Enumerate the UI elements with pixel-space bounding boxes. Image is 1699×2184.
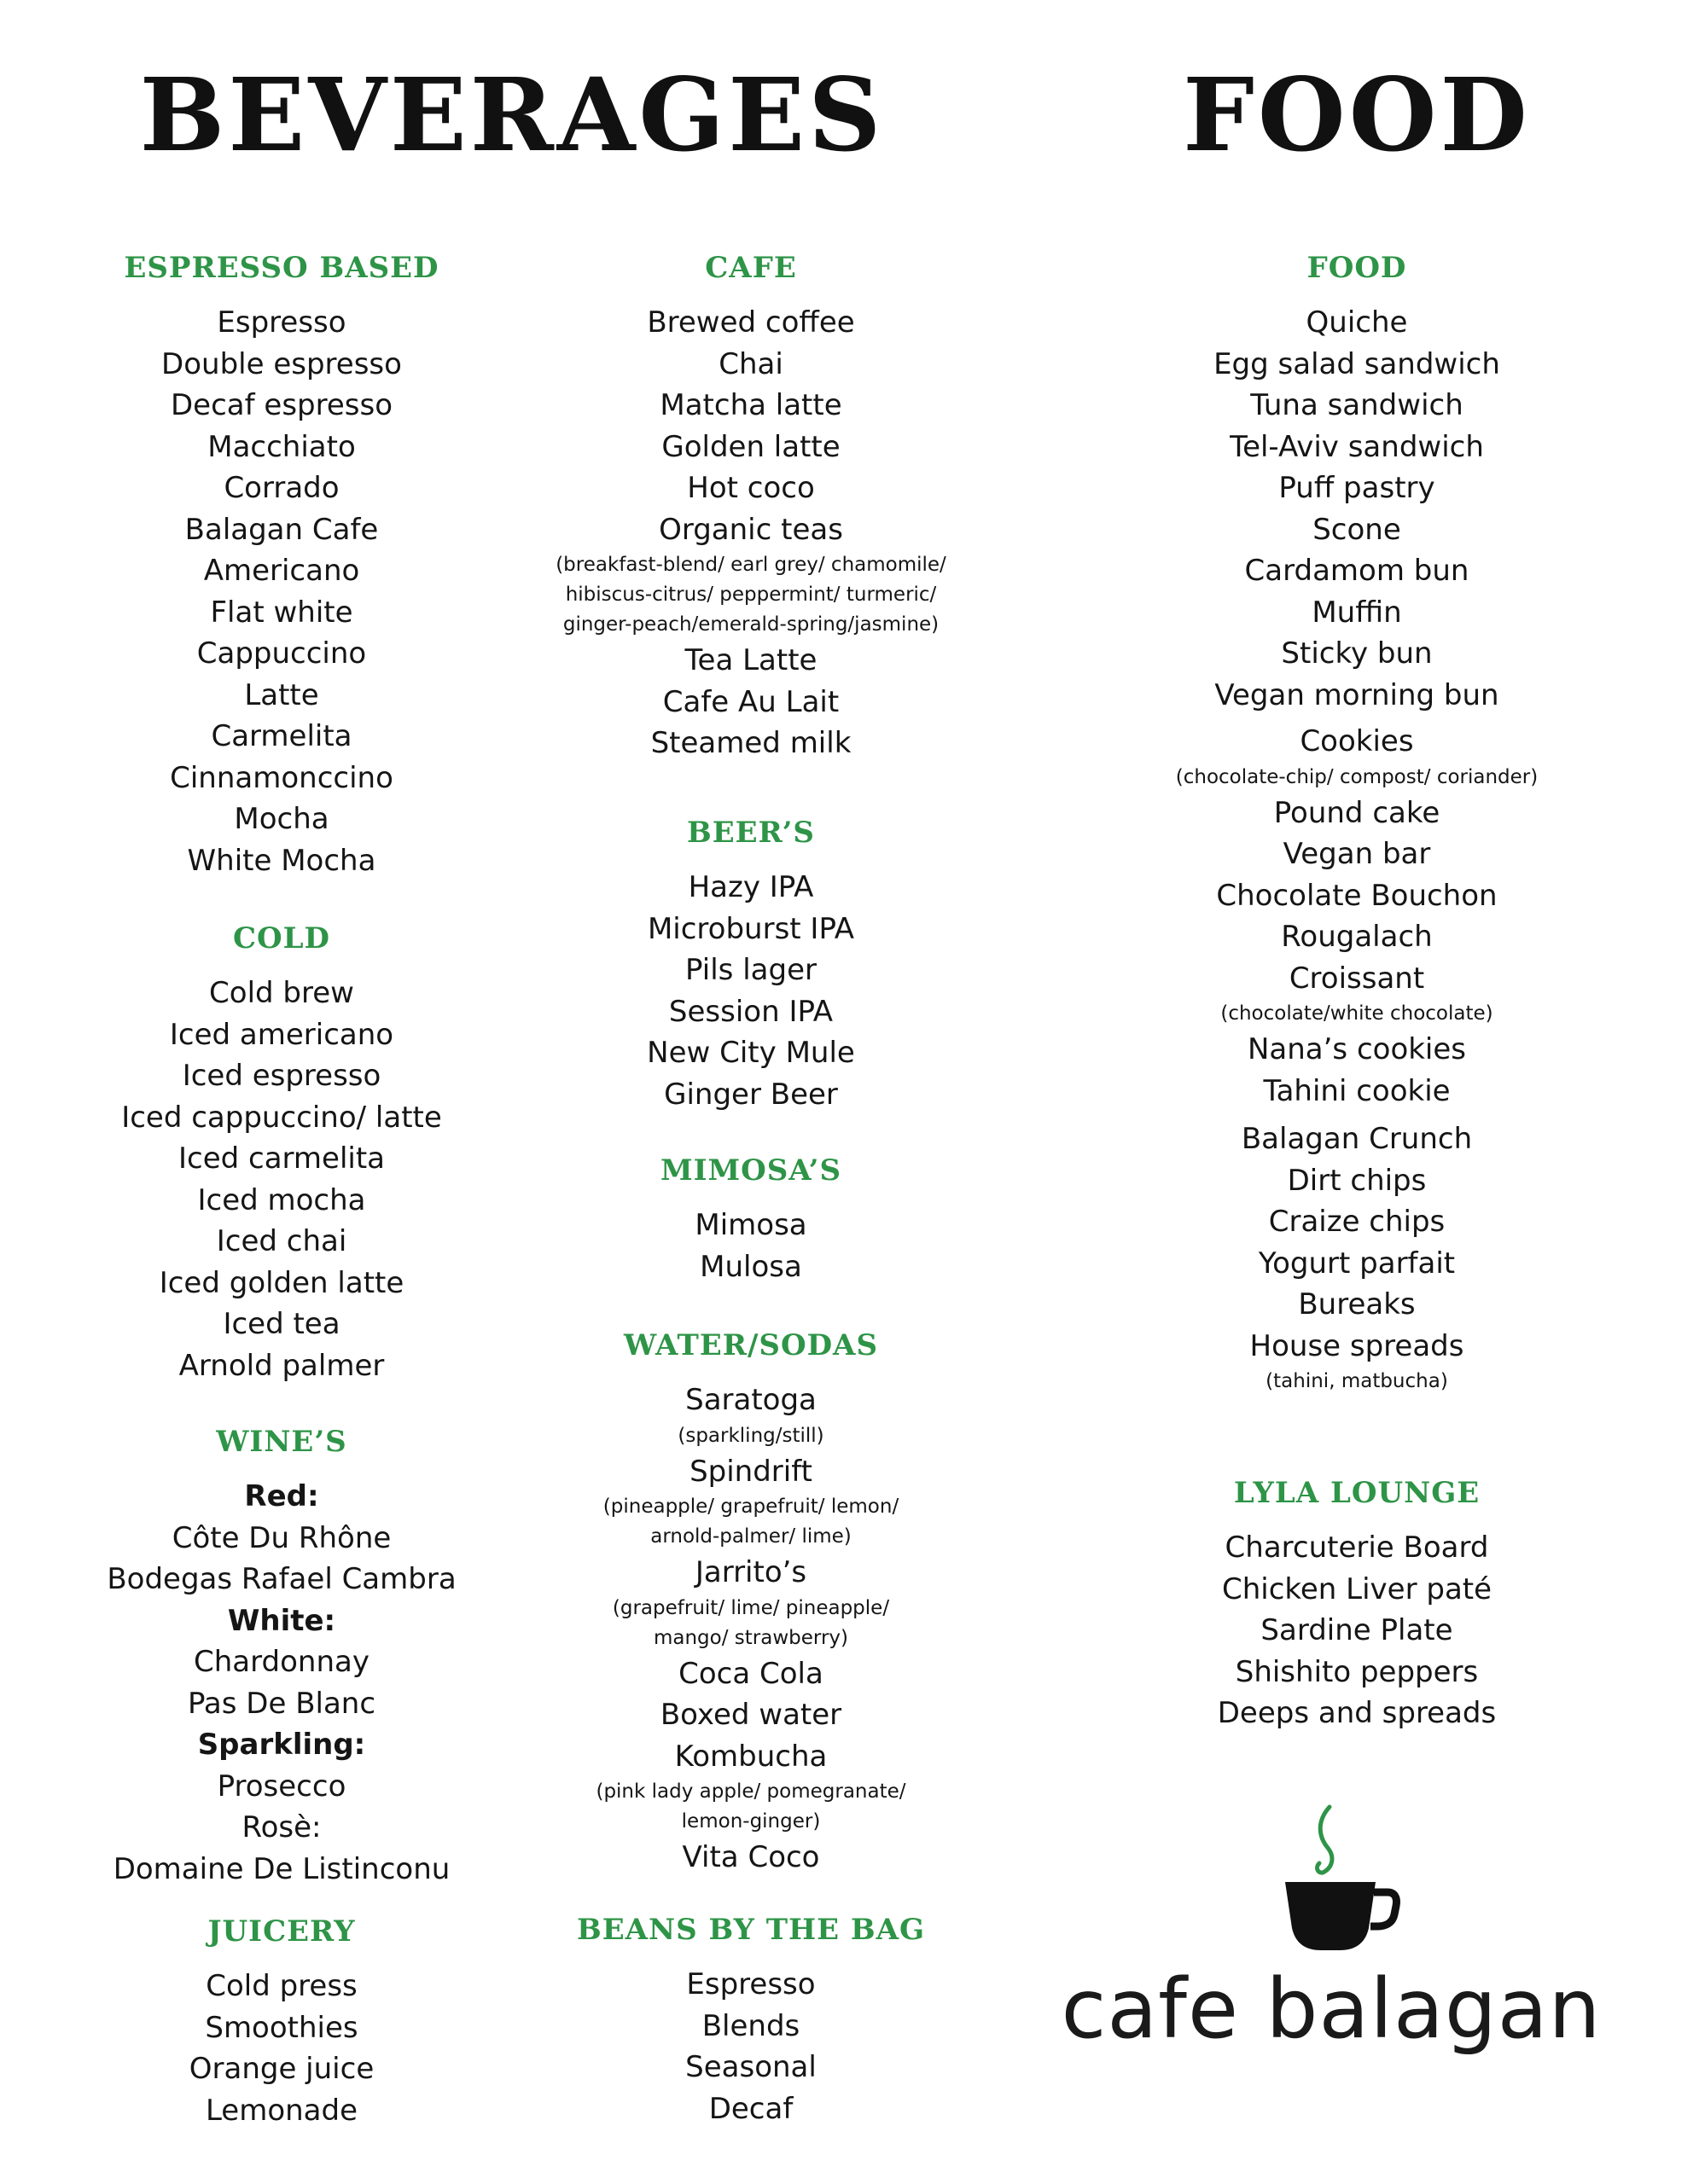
menu-item: Corrado	[224, 471, 340, 505]
menu-item: Double espresso	[161, 346, 402, 381]
section-heading: JUICERY	[207, 1914, 356, 1949]
menu-item: Flat white	[210, 595, 353, 630]
section-heading: MIMOSA’S	[660, 1153, 842, 1188]
menu-item: Hazy IPA	[688, 870, 814, 904]
menu-item: Quiche	[1306, 305, 1408, 340]
menu-item: Cappuccino	[196, 636, 367, 671]
menu-item: Iced espresso	[182, 1059, 381, 1093]
food-title: FOOD	[1183, 55, 1531, 174]
menu-item: Vegan bar	[1283, 837, 1431, 871]
menu-item: Yogurt parfait	[1258, 1246, 1456, 1281]
menu-item: Iced golden latte	[159, 1265, 404, 1300]
menu-item: Rougalach	[1281, 920, 1433, 954]
menu-item: Pound cake	[1273, 795, 1440, 830]
menu-item: Cinnamonccino	[170, 760, 393, 795]
menu-item: Boxed water	[660, 1698, 842, 1732]
menu-item: Scone	[1312, 512, 1401, 547]
menu-item: Bureaks	[1298, 1287, 1416, 1321]
item-note: (tahini, matbucha)	[1266, 1370, 1448, 1392]
section-heading: COLD	[232, 921, 331, 956]
menu-item: Mimosa	[695, 1208, 807, 1242]
menu-item: Prosecco	[217, 1769, 346, 1804]
coffee-cup-icon	[1050, 1800, 1613, 1962]
item-note: ginger-peach/emerald-spring/jasmine)	[562, 613, 940, 636]
menu-item: Vita Coco	[682, 1840, 820, 1874]
item-note: (breakfast-blend/ earl grey/ chamomile/	[556, 554, 946, 576]
section-food	[1143, 249, 1570, 1397]
menu-item: Charcuterie Board	[1225, 1531, 1489, 1565]
menu-item: Tea Latte	[684, 643, 817, 677]
menu-item: Macchiato	[207, 429, 356, 464]
menu-item: Espresso	[686, 1967, 816, 2001]
section-mimosa	[538, 1152, 964, 1287]
menu-item: Dirt chips	[1287, 1163, 1427, 1198]
menu-item: Chocolate Bouchon	[1216, 878, 1498, 913]
item-note: (sparkling/still)	[678, 1424, 824, 1447]
section-heading: CAFE	[705, 251, 797, 285]
menu-item: Iced tea	[223, 1307, 340, 1341]
menu-item: Iced chai	[216, 1224, 347, 1258]
menu-item: Egg salad sandwich	[1213, 346, 1500, 381]
menu-item: Carmelita	[211, 719, 352, 753]
menu-item: Vegan morning bun	[1214, 677, 1499, 712]
section-heading: WINE’S	[216, 1425, 347, 1459]
menu-item: Tuna sandwich	[1250, 388, 1463, 422]
menu-item: Iced carmelita	[177, 1141, 386, 1176]
menu-item: Lemonade	[205, 2093, 358, 2128]
item-note: mango/ strawberry)	[653, 1626, 848, 1649]
section-cold	[102, 920, 461, 1386]
menu-item: Sardine Plate	[1260, 1613, 1453, 1647]
menu-item: Pas De Blanc	[187, 1686, 376, 1721]
menu-item: Cardamom bun	[1244, 554, 1469, 588]
menu-item: Cold brew	[209, 976, 354, 1010]
section-heading: LYLA LOUNGE	[1233, 1476, 1481, 1510]
menu-item: Cafe Au Lait	[662, 684, 840, 719]
item-note: hibiscus-citrus/ peppermint/ turmeric/	[565, 584, 937, 606]
section-heading: FOOD	[1306, 251, 1407, 285]
menu-item: Balagan Cafe	[184, 512, 379, 547]
menu-item: Steamed milk	[650, 726, 852, 760]
menu-item: Cookies	[1300, 724, 1414, 758]
item-note: (chocolate-chip/ compost/ coriander)	[1175, 765, 1539, 788]
menu-item: New City Mule	[647, 1036, 855, 1070]
cafe-logo	[1050, 1800, 1613, 2073]
menu-item: Microburst IPA	[647, 911, 855, 946]
menu-item: Coca Cola	[678, 1656, 823, 1691]
menu-item: Muffin	[1312, 595, 1402, 630]
wine-category-label: White:	[227, 1603, 336, 1638]
menu-item: Matcha latte	[660, 388, 842, 422]
menu-item: Deeps and spreads	[1217, 1696, 1497, 1730]
menu-item: Puff pastry	[1278, 471, 1435, 505]
item-note: arnold-palmer/ lime)	[650, 1525, 852, 1548]
menu-item: Brewed coffee	[647, 305, 855, 340]
section-heading: BEER’S	[686, 816, 815, 850]
menu-item: Domaine De Listinconu	[113, 1851, 451, 1886]
menu-item: Decaf espresso	[171, 388, 393, 422]
menu-item: Croissant	[1289, 961, 1425, 996]
menu-item: Iced mocha	[197, 1182, 366, 1217]
menu-item: Chicken Liver paté	[1221, 1571, 1492, 1606]
menu-item: House spreads	[1249, 1328, 1464, 1363]
menu-item: Jarrito’s	[695, 1555, 807, 1589]
menu-item: Blends	[701, 2008, 800, 2043]
section-espresso	[102, 249, 461, 881]
menu-item: Côte Du Rhône	[172, 1520, 392, 1555]
section-heading: WATER/SODAS	[623, 1328, 878, 1362]
menu-item: Arnold palmer	[178, 1348, 385, 1383]
menu-item: White Mocha	[187, 843, 376, 878]
menu-item: Shishito peppers	[1235, 1654, 1479, 1689]
menu-item: Rosè:	[241, 1810, 322, 1844]
menu-item: Cold press	[206, 1969, 358, 2003]
menu-item: Spindrift	[689, 1454, 812, 1489]
section-cafe	[538, 249, 964, 764]
section-beans	[538, 1911, 964, 2129]
menu-item: Saratoga	[685, 1383, 817, 1417]
menu-item: Mulosa	[700, 1249, 802, 1284]
menu-item: Organic teas	[659, 512, 843, 547]
section-heading: ESPRESSO BASED	[124, 251, 439, 285]
menu-item: Sticky bun	[1281, 636, 1433, 671]
menu-item: Orange juice	[189, 2052, 375, 2086]
item-note: (chocolate/white chocolate)	[1220, 1002, 1493, 1025]
menu-item: Craize chips	[1268, 1205, 1446, 1239]
section-heading: BEANS BY THE BAG	[576, 1913, 926, 1947]
wine-category-label: Red:	[244, 1479, 319, 1513]
item-note: lemon-ginger)	[681, 1810, 821, 1833]
menu-item: Balagan Crunch	[1241, 1122, 1473, 1156]
item-note: (grapefruit/ lime/ pineapple/	[612, 1596, 890, 1619]
menu-item: Golden latte	[661, 429, 841, 464]
menu-item: Chardonnay	[194, 1645, 369, 1679]
menu-item: Americano	[203, 554, 360, 588]
menu-item: Bodegas Rafael Cambra	[107, 1562, 457, 1596]
section-juicery	[102, 1913, 461, 2131]
section-water	[538, 1327, 964, 1879]
menu-item: Espresso	[217, 305, 346, 340]
menu-item: Kombucha	[674, 1739, 828, 1774]
menu-item: Smoothies	[205, 2010, 358, 2045]
item-note: (pineapple/ grapefruit/ lemon/	[602, 1496, 899, 1518]
menu-item: Iced cappuccino/ latte	[121, 1100, 442, 1135]
menu-item: Tahini cookie	[1263, 1073, 1451, 1108]
beverages-title: BEVERAGES	[139, 55, 885, 174]
menu-item: Tel-Aviv sandwich	[1230, 429, 1484, 464]
item-note: (pink lady apple/ pomegranate/	[596, 1780, 906, 1803]
menu-item: Chai	[719, 346, 783, 381]
menu-item: Hot coco	[687, 471, 815, 505]
wine-category-label: Sparkling:	[197, 1728, 366, 1762]
menu-item: Mocha	[234, 802, 329, 836]
menu-item: Seasonal	[685, 2050, 817, 2084]
menu-item: Iced americano	[169, 1017, 394, 1052]
menu-item: Latte	[244, 677, 319, 712]
logo-wordmark: cafe balagan	[1061, 1961, 1602, 2057]
menu-item: Decaf	[708, 2091, 794, 2126]
menu-item: Ginger Beer	[664, 1077, 838, 1112]
section-lounge	[1143, 1474, 1570, 1734]
section-beer	[538, 814, 964, 1115]
menu-item: Session IPA	[668, 994, 834, 1029]
section-wine	[102, 1423, 461, 1890]
menu-item: Nana’s cookies	[1247, 1032, 1467, 1066]
menu-item: Pils lager	[685, 953, 817, 987]
